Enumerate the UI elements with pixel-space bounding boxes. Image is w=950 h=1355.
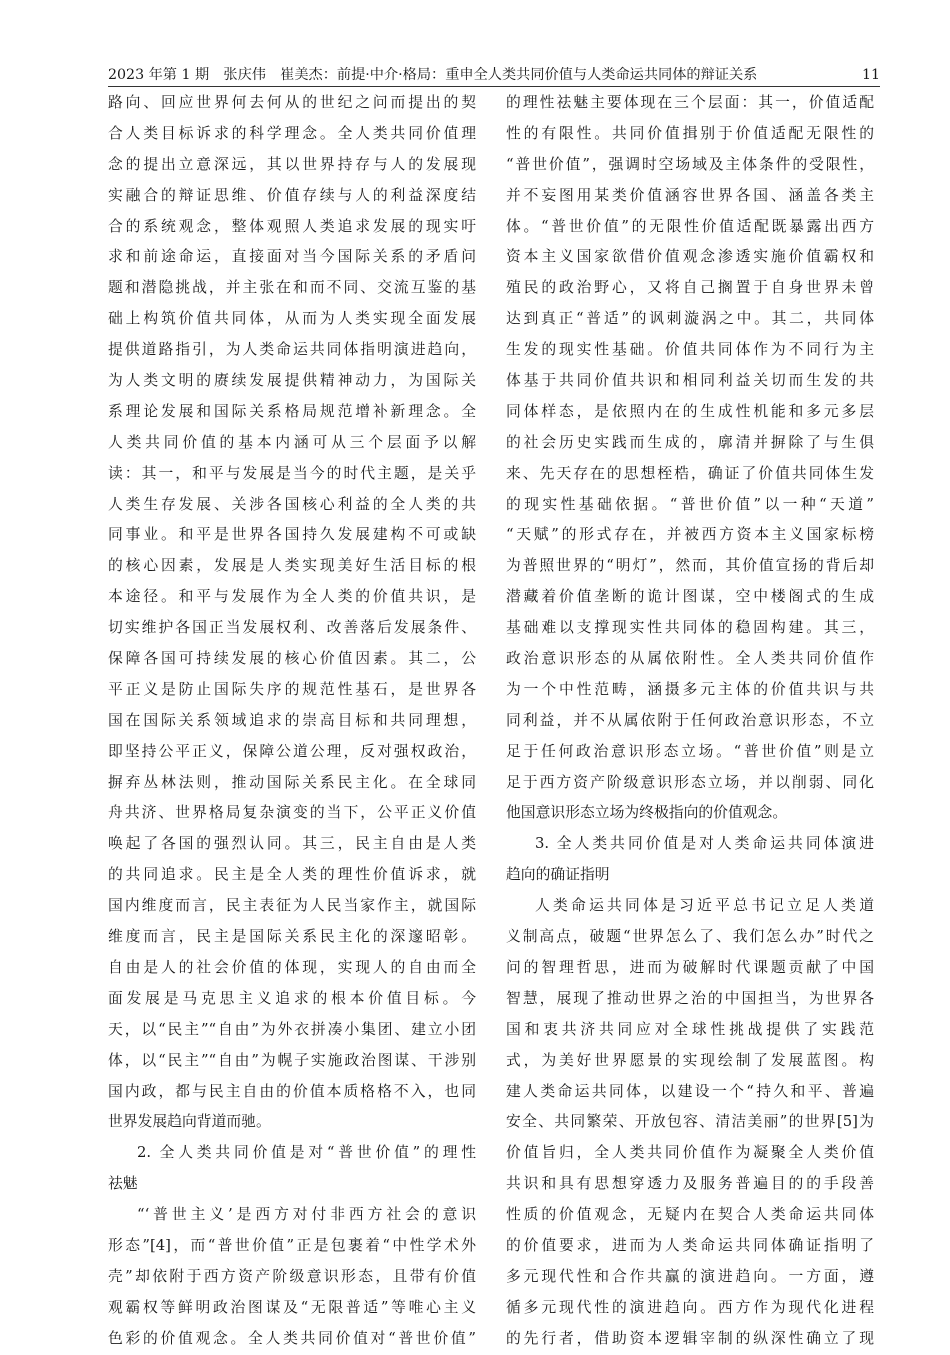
- text-line: 路向、回应世界何去何从的世纪之问而提出的契: [108, 94, 476, 111]
- text-line: 的核心因素，发展是人类实现美好生活目标的根: [108, 557, 476, 575]
- text-line: 政治意识形态的从属依附性。全人类共同价值作: [506, 650, 874, 668]
- text-line: 体基于共同价值共识和相同利益关切而生发的共: [506, 372, 874, 390]
- text-line: 并不妄图用某类价值涵容世界各国、涵盖各类主: [506, 186, 874, 204]
- running-header: [108, 63, 880, 87]
- text-line: 为一个中性范畴，涵摄多元主体的价值共识与共: [506, 680, 874, 698]
- page-number: 11: [861, 67, 880, 83]
- text-line: 国内政，都与民主自由的价值本质格格不入，也同: [108, 1082, 476, 1100]
- text-line: 义制高点，破题“世界怎么了、我们怎么办”时代之: [506, 928, 874, 946]
- paragraph-first-line: 人类命运共同体是习近平总书记立足人类道: [535, 897, 874, 915]
- text-line: 国在国际关系领域追求的崇高目标和共同理想，: [108, 711, 476, 729]
- text-line: 为普照世界的“明灯”，然而，其价值宣扬的背后却: [506, 557, 874, 575]
- section-heading: 2. 全人类共同价值是对“普世价值”的理性: [137, 1144, 476, 1162]
- text-line: “普世价值”，强调时空场域及主体条件的受限性，: [506, 155, 874, 173]
- text-line: 基础难以支撑现实性共同体的稳固构建。其三，: [506, 619, 874, 637]
- text-line: 面发展是马克思主义追求的根本价值目标。今: [108, 989, 476, 1007]
- left-column: [108, 88, 476, 1355]
- text-line: 问的智理哲思，进而为破解时代课题贡献了中国: [506, 958, 874, 976]
- text-line: 同事业。和平是世界各国持久发展建构不可或缺: [108, 526, 476, 544]
- text-line: 础上构筑价值共同体，从而为人类实现全面发展: [108, 310, 476, 328]
- text-line: 建人类命运共同体，以建设一个“持久和平、普遍: [506, 1082, 874, 1100]
- text-line: 达到真正“普适”的讽刺漩涡之中。其二，共同体: [506, 310, 874, 328]
- text-line: 性质的价值观念，无疑内在契合人类命运共同体: [506, 1206, 874, 1224]
- text-line: 他国意识形态立场为终极指向的价值观念。: [506, 804, 788, 822]
- text-line: 本途径。和平与发展作为全人类的价值共识，是: [108, 588, 476, 606]
- text-line: 摒弃丛林法则，推动国际关系民主化。在全球同: [108, 773, 476, 791]
- text-line: 足于西方资产阶级意识形态立场，并以削弱、同化: [506, 773, 874, 791]
- text-line: 智慧，展现了推动世界之治的中国担当，为世界各: [506, 989, 874, 1007]
- text-line: 合人类目标诉求的科学理念。全人类共同价值理: [108, 124, 476, 142]
- text-line: 色彩的价值观念。全人类共同价值对“普世价值”: [108, 1329, 476, 1347]
- header-rule: [108, 86, 880, 87]
- text-line: 合的系统观念，整体观照人类追求发展的现实吁: [108, 217, 476, 235]
- text-line: 国和衷共济共同应对全球性挑战提供了实践范: [506, 1020, 874, 1038]
- text-line: 国内维度而言，民主表征为人民当家作主，就国际: [108, 897, 476, 915]
- text-line: 观霸权等鲜明政治图谋及“无限普适”等唯心主义: [108, 1298, 476, 1316]
- text-line: 安全、共同繁荣、开放包容、清洁美丽”的世界[5]为: [506, 1113, 874, 1131]
- text-line: 性的有限性。共同价值揖别于价值适配无限性的: [506, 124, 874, 142]
- text-line: 系理论发展和国际关系格局规范增补新理念。全: [108, 402, 476, 420]
- text-line-cited: [108, 1231, 476, 1262]
- text-line: 求和前途命运，直接面对当今国际关系的矛盾问: [108, 248, 476, 266]
- text-line: 的先行者，借助资本逻辑宰制的纵深性确立了现: [506, 1329, 874, 1347]
- right-column: [506, 88, 874, 1355]
- text-line: 维度而言，民主是国际关系民主化的深邃昭彰。: [108, 928, 476, 946]
- section-heading-cont: 祛魅: [108, 1175, 138, 1193]
- text-line: 殖民的政治野心，又将自己搁置于自身世界未曾: [506, 279, 874, 297]
- paragraph-first-line: “‘普世主义’是西方对付非西方社会的意识: [137, 1206, 476, 1224]
- text-line: 的社会历史实践而生成的，廓清并摒除了与生俱: [506, 433, 874, 451]
- text-line: 价值旨归，全人类共同价值作为凝聚全人类价值: [506, 1144, 874, 1162]
- text-line: 天，以“民主”“自由”为外衣拼凑小集团、建立小团: [108, 1020, 476, 1038]
- text-line: 同体样态，是依照内在的生成性机能和多元多层: [506, 402, 874, 420]
- text-line: 多元现代性和合作共赢的演进趋向。一方面，遵: [506, 1267, 874, 1285]
- text-line: 读：其一，和平与发展是当今的时代主题，是关乎: [108, 464, 476, 482]
- text-line: 为人类文明的赓续发展提供精神动力，为国际关: [108, 372, 476, 390]
- text-line: 足于任何政治意识形态立场。“普世价值”则是立: [506, 742, 874, 760]
- text-line: “天赋”的形式存在，并被西方资本主义国家标榜: [506, 526, 874, 544]
- text-line: 即坚持公平正义，保障公道公理，反对强权政治，: [108, 742, 476, 760]
- section-heading-cont: 趋向的确证指明: [506, 866, 610, 884]
- text-line: 的共同追求。民主是全人类的理性价值诉求，就: [108, 866, 476, 884]
- text-line: 人类生存发展、关涉各国核心利益的全人类的共: [108, 495, 476, 513]
- text-line: 实融合的辩证思维、价值存续与人的利益深度结: [108, 186, 476, 204]
- text-line: 提供道路指引，为人类命运共同体指明演进趋向，: [108, 341, 476, 359]
- text-line: 式，为美好世界愿景的实现绘制了发展蓝图。构: [506, 1051, 874, 1069]
- text-line: 切实维护各国正当发展权利、改善落后发展条件、: [108, 619, 476, 637]
- text-line: 自由是人的社会价值的体现，实现人的自由而全: [108, 958, 476, 976]
- text-line: 平正义是防止国际失序的规范性基石，是世界各: [108, 680, 476, 698]
- text-line: 世界发展趋向背道而驰。: [108, 1113, 271, 1131]
- text-line: 的理性祛魅主要体现在三个层面：其一，价值适配: [506, 94, 874, 111]
- text-line: 念的提出立意深远，其以世界持存与人的发展现: [108, 155, 476, 173]
- text-line: 人类共同价值的基本内涵可从三个层面予以解: [108, 433, 476, 451]
- text-line: 保障各国可持续发展的核心价值因素。其二，公: [108, 650, 476, 668]
- text-line: 同利益，并不从属依附于任何政治意识形态，不立: [506, 711, 874, 729]
- text-line: 共识和具有思想穿透力及服务普遍目的的手段善: [506, 1175, 874, 1193]
- text-line: 题和潜隐挑战，并主张在和而不同、交流互鉴的基: [108, 279, 476, 297]
- text-line: 潜藏着价值垄断的诡计图谋，空中楼阁式的生成: [506, 588, 874, 606]
- text-line: 生发的现实性基础。价值共同体作为不同行为主: [506, 341, 874, 359]
- text-line: 的价值要求，进而为人类命运共同体确证指明了: [506, 1236, 874, 1254]
- text-line: 唤起了各国的强烈认同。其三，民主自由是人类: [108, 835, 476, 853]
- text-line: 体。“普世价值”的无限性价值适配既暴露出西方: [506, 217, 874, 235]
- text-line: 来、先天存在的思想桎梏，确证了价值共同体生发: [506, 464, 874, 482]
- text-line: 壳”却依附于西方资产阶级意识形态，且带有价值: [108, 1267, 476, 1285]
- text-line: 的现实性基础依据。“普世价值”以一种“天道”: [506, 495, 874, 513]
- text-segment: 形态”[4]，而“普世价值”正是包裹着“中性学术外: [108, 1236, 476, 1254]
- text-line: 资本主义国家欲借价值观念渗透实施价值霸权和: [506, 248, 874, 266]
- section-heading: 3. 全人类共同价值是对人类命运共同体演进: [535, 835, 874, 853]
- text-line: 体，以“民主”“自由”为幌子实施政治图谋、干涉别: [108, 1051, 476, 1069]
- text-line: 舟共济、世界格局复杂演变的当下，公平正义价值: [108, 804, 476, 822]
- text-line: 循多元现代性的演进趋向。西方作为现代化进程: [506, 1298, 874, 1316]
- header-title: 2023 年第 1 期 张庆伟 崔美杰：前提·中介·格局：重申全人类共同价值与人类命运共同体的辩证关系: [108, 67, 758, 83]
